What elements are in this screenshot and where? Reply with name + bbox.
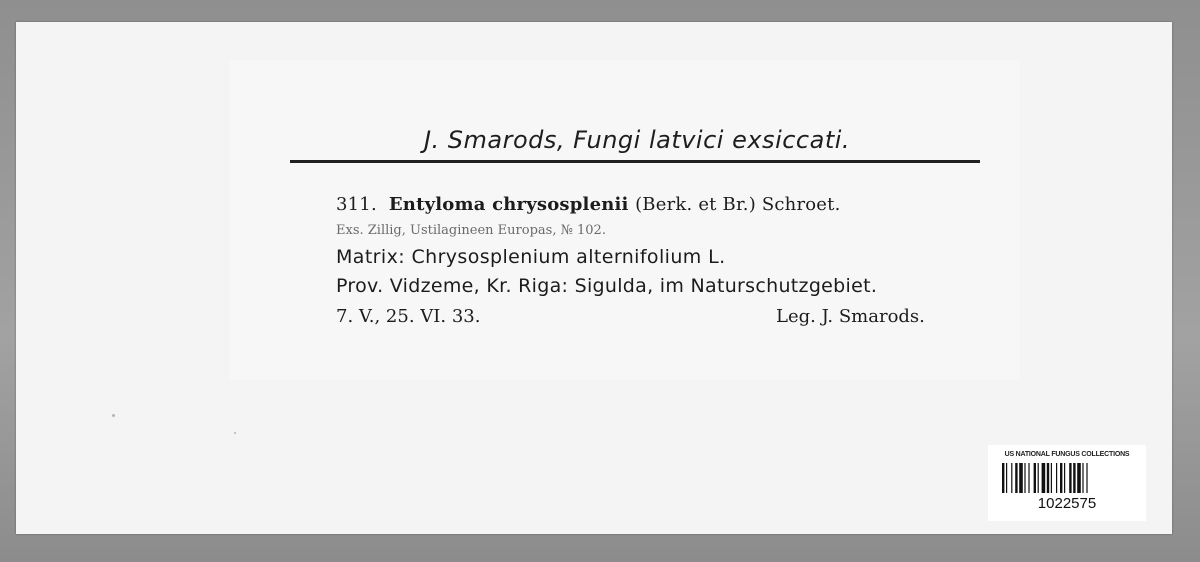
label-title: J. Smarods, Fungi latvici exsiccati. [423,126,851,154]
barcode-bar [1019,463,1023,493]
barcode-bar [1077,463,1081,493]
barcode-bar [1002,463,1004,493]
entry-number: 311. [336,194,377,215]
barcode-header: US NATIONAL FUNGUS COLLECTIONS [1004,451,1130,458]
collector-line: Leg. J. Smarods. [776,306,925,327]
barcode-bar [1024,463,1025,493]
barcode-bars [1002,463,1132,493]
barcode-bar [1038,463,1039,493]
barcode-number: 1022575 [1037,495,1097,512]
exsiccata-reference: Exs. Zillig, Ustilagineen Europas, № 102. [336,223,606,238]
title-rule [290,160,980,163]
barcode-bar [1073,463,1075,493]
species-authority: (Berk. et Br.) Schroet. [635,194,841,215]
barcode-bar [1042,463,1046,493]
barcode-bar [1047,463,1049,493]
barcode-bar [1006,463,1007,493]
paper-speck [112,414,115,417]
locality-line: Prov. Vidzeme, Kr. Riga: Sigulda, im Naturschutzgebiet. [336,275,878,297]
barcode-bar [1028,463,1029,493]
barcode-bar [1051,463,1052,493]
barcode-bar [1086,463,1087,493]
species-name: Entyloma chrysosplenii [388,194,629,215]
paper-speck [234,432,236,434]
barcode-bar [1064,463,1065,493]
collection-date: 7. V., 25. VI. 33. [336,306,481,327]
barcode-bar [1082,463,1083,493]
matrix-line: Matrix: Chrysosplenium alternifolium L. [336,246,726,268]
barcode-bar [1011,463,1012,493]
species-line [336,194,841,215]
barcode-bar [1056,463,1057,493]
specimen-label [230,60,1020,380]
barcode-label [988,445,1146,521]
barcode-bar [1034,463,1036,493]
barcode-bar [1060,463,1062,493]
barcode-bar [1015,463,1017,493]
barcode-bar [1069,463,1071,493]
